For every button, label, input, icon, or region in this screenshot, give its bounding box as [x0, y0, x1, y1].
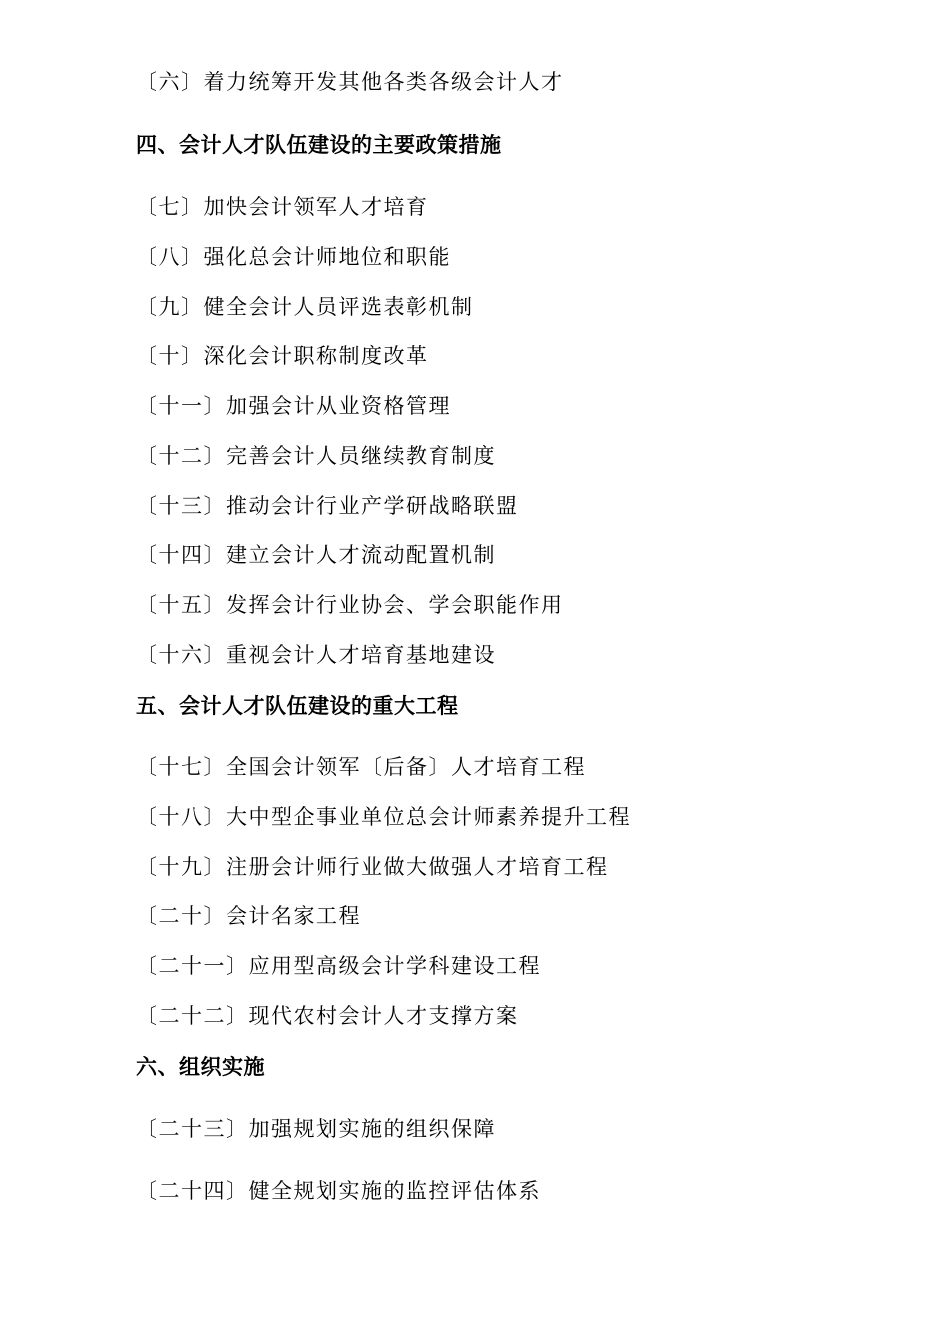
outline-item-9: 〔九〕健全会计人员评选表彰机制 — [136, 295, 474, 319]
section-heading-5: 五、会计人才队伍建设的重大工程 — [136, 694, 459, 718]
outline-item-17: 〔十七〕全国会计领军〔后备〕人才培育工程 — [136, 755, 586, 779]
outline-item-16: 〔十六〕重视会计人才培育基地建设 — [136, 643, 496, 667]
outline-item-15: 〔十五〕发挥会计行业协会、学会职能作用 — [136, 593, 564, 617]
section-heading-4: 四、会计人才队伍建设的主要政策措施 — [136, 133, 502, 157]
outline-item-6: 〔六〕着力统筹开发其他各类各级会计人才 — [136, 70, 564, 94]
outline-item-18: 〔十八〕大中型企事业单位总会计师素养提升工程 — [136, 805, 631, 829]
section-heading-6: 六、组织实施 — [136, 1055, 265, 1079]
outline-item-21: 〔二十一〕应用型高级会计学科建设工程 — [136, 954, 541, 978]
outline-item-13: 〔十三〕推动会计行业产学研战略联盟 — [136, 494, 519, 518]
outline-item-19: 〔十九〕注册会计师行业做大做强人才培育工程 — [136, 855, 609, 879]
outline-item-7: 〔七〕加快会计领军人才培育 — [136, 195, 429, 219]
outline-item-22: 〔二十二〕现代农村会计人才支撑方案 — [136, 1004, 519, 1028]
outline-item-14: 〔十四〕建立会计人才流动配置机制 — [136, 543, 496, 567]
outline-item-8: 〔八〕强化总会计师地位和职能 — [136, 245, 451, 269]
outline-item-12: 〔十二〕完善会计人员继续教育制度 — [136, 444, 496, 468]
outline-item-10: 〔十〕深化会计职称制度改革 — [136, 344, 429, 368]
outline-item-11: 〔十一〕加强会计从业资格管理 — [136, 394, 451, 418]
outline-item-24: 〔二十四〕健全规划实施的监控评估体系 — [136, 1179, 541, 1203]
outline-item-23: 〔二十三〕加强规划实施的组织保障 — [136, 1117, 496, 1141]
outline-item-20: 〔二十〕会计名家工程 — [136, 904, 361, 928]
